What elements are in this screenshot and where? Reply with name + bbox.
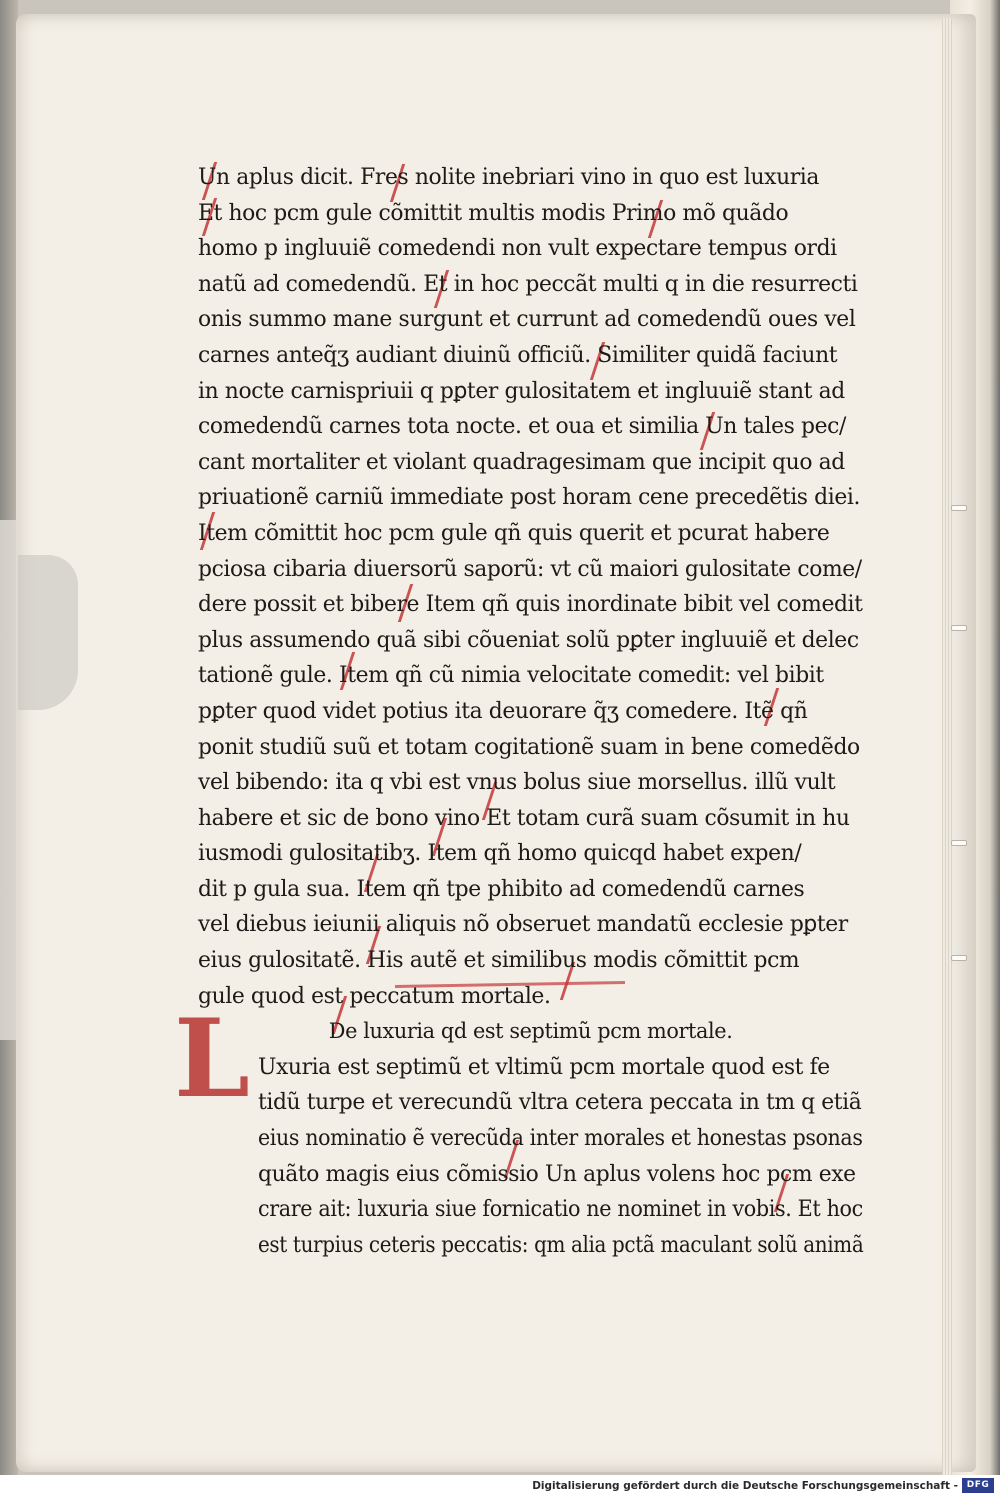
sewing-thread [951,625,967,631]
footer-bar [0,1475,1000,1497]
text-line: carnes anteq̃ʒ audiant diuinũ officiũ. Similiter quidã faciunt [198,342,838,368]
text-line: Uxuria est septimũ et vltimũ pcm mortale quod est fe [258,1054,830,1080]
text-line: cant mortaliter et violant quadragesimam que incipit quo ad [198,449,845,475]
text-line: pꝑter quod videt potius ita deuorare q̃ʒ comedere. Itẽ qñ [198,698,808,724]
text-line: iusmodi gulositatibʒ. Item qñ homo quicqd habet expen/ [198,841,802,867]
text-line: eius nominatio ẽ verecũda inter morales et honestas psonas [258,1126,863,1152]
text-line: est turpius ceteris peccatis: qm alia pctã maculant solũ animã [258,1232,864,1258]
text-line: tidũ turpe et verecundũ vltra cetera peccata in tm q etiã [258,1090,862,1116]
text-line: Un aplus dicit. Fres nolite inebriari vino in quo est luxuria [198,165,820,190]
text-line: dere possit et bibere Item qñ quis inordinate bibit vel comedit [198,592,863,618]
page-stack [942,18,952,1484]
text-line: onis summo mane surgunt et currunt ad comedendũ oues vel [198,307,856,333]
red-initial: L [174,996,250,1122]
text-line: plus assumendo quã sibi cõueniat solũ pꝑter ingluuiẽ et delec [198,627,859,653]
dfg-logo: DFG [962,1478,994,1493]
text-line: priuationẽ carniũ immediate post horam cene precedẽtis diei. [198,485,861,511]
text-line: homo p ingluuiẽ comedendi non vult expectare tempus ordi [198,236,837,262]
section-heading: De luxuria qd est septimũ pcm mortale. [328,1019,733,1044]
text-line: ponit studiũ suũ et totam cogitationẽ suam in bene comedẽdo [198,734,860,760]
text-line: pciosa cibaria diuersorũ saporũ: vt cũ maiori gulositate come/ [198,556,862,582]
text-line: tationẽ gule. Item qñ cũ nimia velocitate comedit: vel bibit [198,663,824,689]
sewing-thread [951,840,967,846]
text-line: natũ ad comedendũ. Et in hoc peccãt multi q in die resurrecti [198,271,858,297]
page-tab-cut [18,555,78,710]
text-line: eius gulositatẽ. His autẽ et similibus modis cõmittit pcm [198,948,800,974]
text-line: quãto magis eius cõmissio Un aplus volens hoc pcm exe [258,1161,856,1187]
text-line: Item cõmittit hoc pcm gule qñ quis querit et pcurat habere [198,520,830,546]
text-line: in nocte carnispriuii q pꝑter gulositatem et ingluuiẽ stant ad [198,378,845,404]
text-line: dit p gula sua. Item qñ tpe phibito ad comedendũ carnes [198,876,805,902]
text-line: habere et sic de bono vino Et totam curã suam cõsumit in hu [198,805,850,831]
text-line: vel bibendo: ita q vbi est vnus bolus siue morsellus. illũ vult [198,770,836,796]
sewing-thread [951,955,967,961]
text-block [198,160,868,1263]
text-line: gule quod est peccatum mortale. [198,983,551,1009]
text-line: Et hoc pcm gule cõmittit multis modis Primo mõ quãdo [198,200,789,226]
digitization-credit: Digitalisierung gefördert durch die Deutsche Forschungsgemeinschaft - [532,1480,958,1492]
text-line: comedendũ carnes tota nocte. et oua et similia Un tales pec/ [198,414,846,440]
text-line: vel diebus ieiunii aliquis nõ obseruet mandatũ ecclesie pꝑter [198,912,848,938]
text-line: crare ait: luxuria siue fornicatio ne nominet in vobis. Et hoc [258,1197,863,1223]
sewing-thread [951,505,967,511]
